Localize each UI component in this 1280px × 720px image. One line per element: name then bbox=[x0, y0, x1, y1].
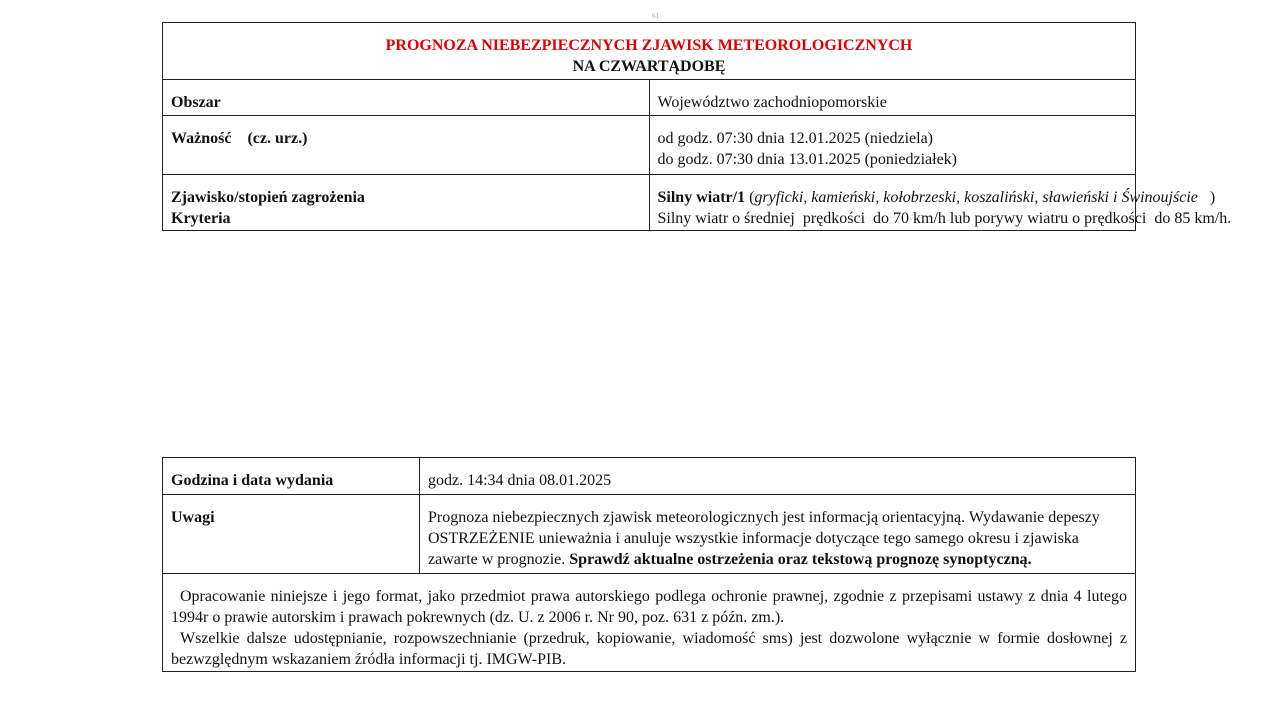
criteria-label: Kryteria bbox=[171, 210, 231, 227]
county-list: gryficki, kamieński, kołobrzeski, koszaliński, sławieński i Świnoujście bbox=[754, 189, 1198, 206]
forecast-table bbox=[162, 22, 1232, 231]
validity-label-text: Ważność (cz. urz.) bbox=[171, 130, 308, 147]
validity-from: od godz. 07:30 dnia 12.01.2025 (niedziela) bbox=[657, 130, 933, 147]
remarks-label: Uwagi bbox=[163, 495, 420, 574]
close-paren: ) bbox=[1197, 189, 1216, 206]
page-top-mark: 61 bbox=[652, 12, 659, 20]
remarks-value bbox=[420, 495, 1136, 574]
phenomenon-label-line: Zjawisko/stopień zagrożenia bbox=[171, 189, 365, 206]
area-value: Województwo zachodniopomorskie bbox=[649, 80, 1136, 116]
copyright-note bbox=[163, 574, 1136, 672]
phenomenon-line bbox=[657, 187, 1216, 208]
open-paren: ( bbox=[745, 189, 755, 206]
criteria-value: Silny wiatr o średniej prędkości do 70 km/h lub porywy wiatru o prędkości do 85 km/h. bbox=[657, 210, 1232, 227]
area-row bbox=[163, 80, 1136, 116]
remarks-text: Prognoza niebezpiecznych zjawisk meteorologicznych jest informacją orientacyjną. Wydawanie depeszy OSTRZEŻENIE unieważnia i anuluje wszystkie informacje dotyczące tego samego okresu i zjawiska zawarte w prognozie. bbox=[428, 509, 1100, 568]
validity-value bbox=[649, 116, 1136, 175]
issue-time-value: godz. 14:34 dnia 08.01.2025 bbox=[420, 458, 1136, 495]
phenomenon-label bbox=[163, 175, 650, 231]
phenomenon-row bbox=[163, 175, 1136, 231]
phenomenon-value bbox=[649, 175, 1232, 231]
remarks-bold-text: Sprawdź aktualne ostrzeżenia oraz tekstową prognozę synoptyczną. bbox=[569, 551, 1032, 568]
copyright-row bbox=[163, 574, 1136, 672]
copyright-paragraph-2: Wszelkie dalsze udostępnianie, rozpowszechnianie (przedruk, kopiowanie, wiadomość sms) jest dozwolone wyłącznie w formie dosłownej z bezwzględnym wskazaniem źródła informacji tj. IMGW-PIB. bbox=[171, 630, 1127, 668]
validity-to: do godz. 07:30 dnia 13.01.2025 (poniedziałek) bbox=[657, 151, 957, 168]
remarks-row bbox=[163, 495, 1136, 574]
copyright-paragraph-1: Opracowanie niniejsze i jego format, jako przedmiot prawa autorskiego podlega ochronie prawnej, zgodnie z przepisami ustawy z dnia 4 lutego 1994r o prawie autorskim i prawach pokrewnych (dz. U. z 2006 r. Nr 90, poz. 631 z późn. zm.). bbox=[171, 588, 1127, 626]
area-label: Obszar bbox=[163, 80, 650, 116]
forecast-subtitle: NA CZWARTĄDOBĘ bbox=[572, 58, 726, 75]
phenomenon-name: Silny wiatr/1 bbox=[657, 189, 746, 206]
forecast-title: PROGNOZA NIEBEZPIECZNYCH ZJAWISK METEOROLOGICZNYCH bbox=[385, 37, 913, 54]
issue-time-label: Godzina i data wydania bbox=[163, 458, 420, 495]
issue-time-row bbox=[163, 458, 1136, 495]
issue-table bbox=[162, 457, 1136, 672]
forecast-header-row bbox=[163, 23, 1136, 80]
validity-row bbox=[163, 116, 1136, 175]
validity-label bbox=[163, 116, 650, 175]
forecast-header bbox=[163, 23, 1136, 80]
